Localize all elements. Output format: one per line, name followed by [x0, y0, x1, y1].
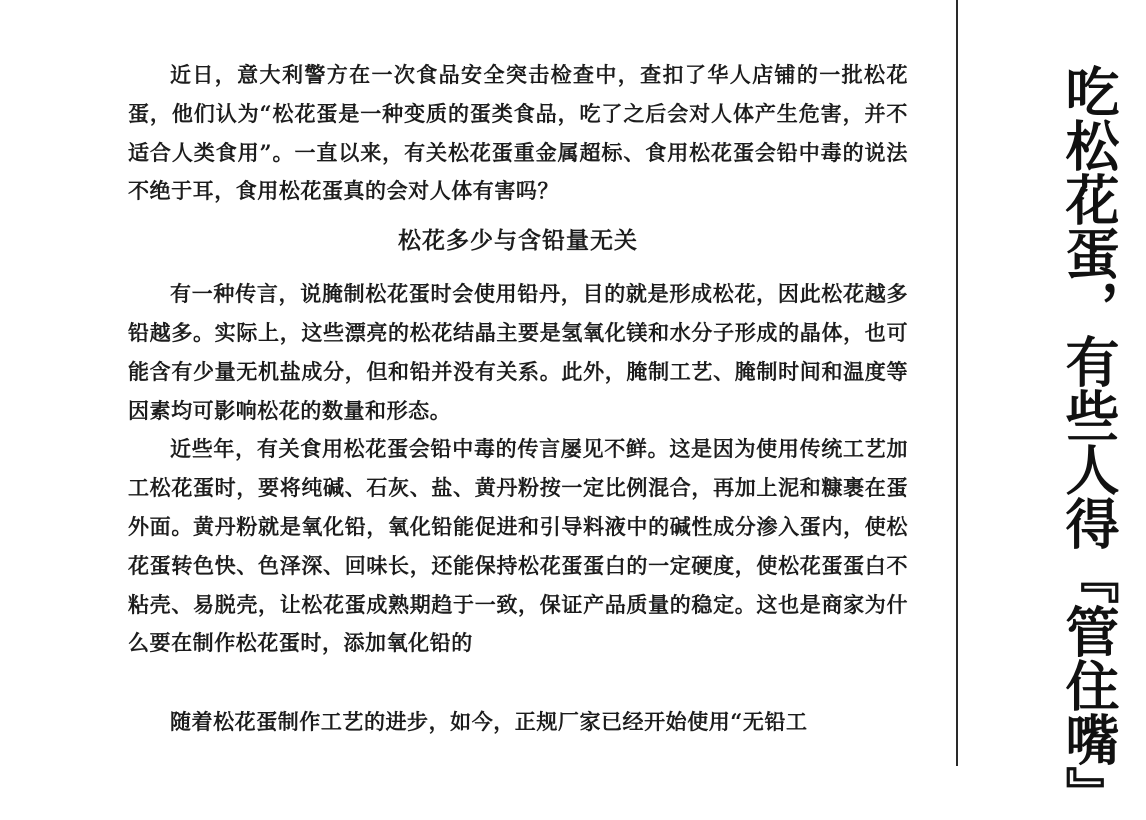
column-divider — [956, 0, 958, 766]
vertical-article-title: 吃松花蛋，有些人得『管住嘴』 — [1057, 64, 1120, 820]
paragraph-traditional-process: 近些年，有关食用松花蛋会铅中毒的传言屡见不鲜。这是因为使用传统工艺加工松花蛋时，要将纯碱、石灰、盐、黄丹粉按一定比例混合，再加上泥和糠裹在蛋外面。黄丹粉就是氧化铅，氧化铅能促进和引导料液中的碱性成分渗入蛋内，使松花蛋转色快、色泽深、回味长，还能保持松花蛋蛋白的一定硬度，使松花蛋蛋白不粘壳、易脱壳，让松花蛋成熟期趋于一致，保证产品质量的稳定。这也是商家为什么要在制作松花蛋时，添加氧化铅的 — [128, 436, 908, 656]
intro-paragraph: 近日，意大利警方在一次食品安全突击检查中，查扣了华人店铺的一批松花蛋，他们认为“松花蛋是一种变质的蛋类食品，吃了之后会对人体产生危害，并不适合人类食用”。一直以来，有关松花蛋重金属超标、食用松花蛋会铅中毒的说法不绝于耳，食用松花蛋真的会对人体有害吗？ — [128, 62, 908, 204]
paragraph-lead-free: 随着松花蛋制作工艺的进步，如今，正规厂家已经开始使用“无铅工 — [170, 709, 808, 735]
paragraph-gap — [128, 663, 908, 703]
paragraph-lead-myth: 有一种传言，说腌制松花蛋时会使用铅丹，目的就是形成松花，因此松花越多铅越多。实际上，这些漂亮的松花结晶主要是氢氧化镁和水分子形成的晶体，也可能含有少量无机盐成分，但和铅并没有关系。此外，腌制工艺、腌制时间和温度等因素均可影响松花的数量和形态。 — [128, 281, 908, 423]
article-body — [128, 56, 908, 742]
section-heading: 松花多少与含铅量无关 — [398, 227, 638, 255]
